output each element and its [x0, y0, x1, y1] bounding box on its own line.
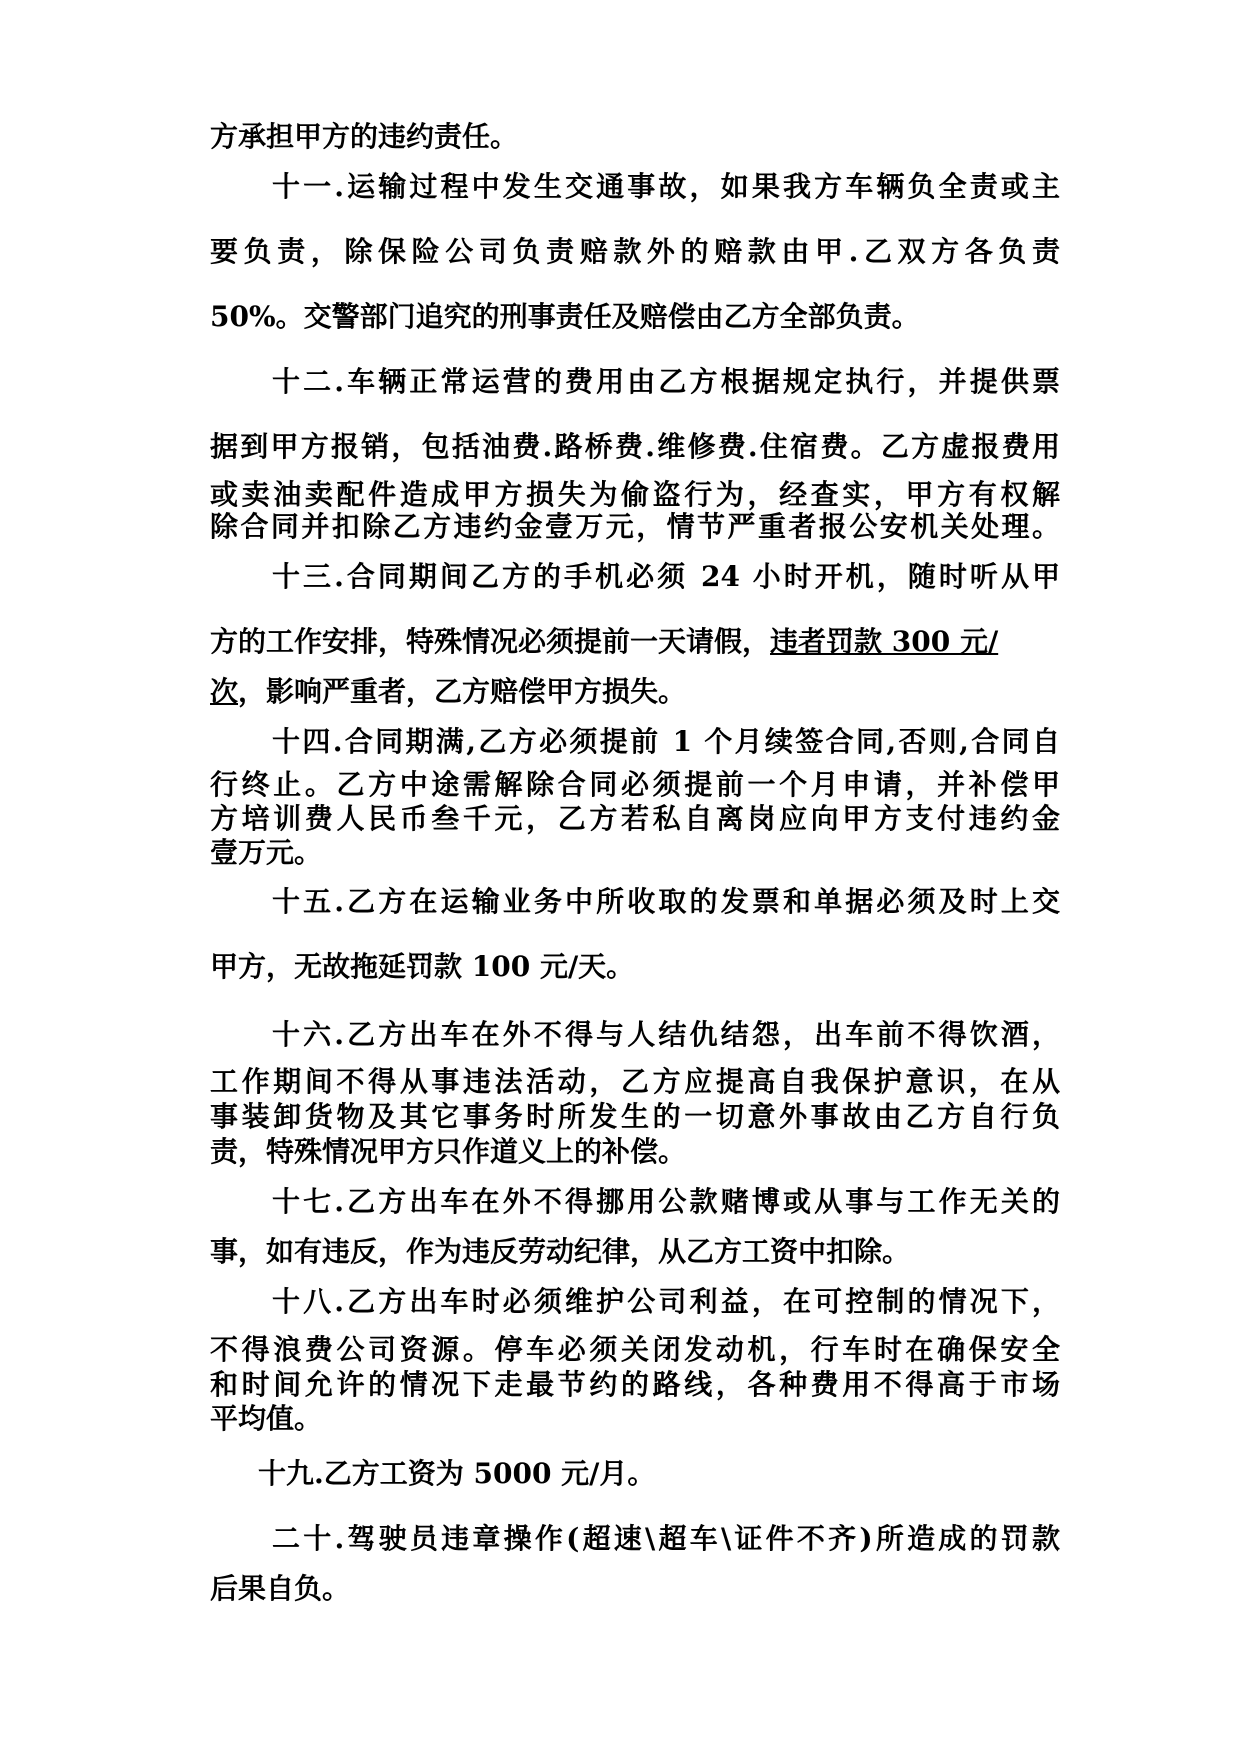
clause-13-tail: ，影响严重者，乙方赔偿甲方损失。	[238, 675, 687, 708]
clause-16-line-4: 责，特殊情况甲方只作道义上的补偿。	[210, 1135, 687, 1168]
clause-17-line-1: 十七.乙方出车在外不得挪用公款赌博或从事与工作无关的	[272, 1185, 1060, 1218]
clause-12-line-4: 除合同并扣除乙方违约金壹万元，情节严重者报公安机关处理。	[210, 510, 1060, 543]
clause-13-line-3	[210, 675, 1060, 709]
text-line: 方承担甲方的违约责任。	[210, 120, 519, 153]
clause-11-line-1: 十一.运输过程中发生交通事故，如果我方车辆负全责或主	[272, 170, 1060, 203]
clause-13-line-1: 十三.合同期间乙方的手机必须 24 小时开机，随时听从甲	[272, 560, 1060, 593]
clause-16-line-1: 十六.乙方出车在外不得与人结仇结怨，出车前不得饮酒，	[272, 1018, 1060, 1051]
clause-14-line-2: 行终止。乙方中途需解除合同必须提前一个月申请，并补偿甲	[210, 768, 1060, 801]
clause-18-line-4: 平均值。	[210, 1402, 323, 1435]
clause-14-line-4: 壹万元。	[210, 836, 323, 869]
clause-16-line-2: 工作期间不得从事违法活动，乙方应提高自我保护意识，在从	[210, 1065, 1060, 1098]
clause-15-line-1: 十五.乙方在运输业务中所收取的发票和单据必须及时上交	[272, 885, 1060, 918]
clause-20-line-2: 后果自负。	[210, 1572, 351, 1605]
clause-12-line-2: 据到甲方报销，包括油费.路桥费.维修费.住宿费。乙方虚报费用	[210, 430, 1060, 463]
clause-12-line-1: 十二.车辆正常运营的费用由乙方根据规定执行，并提供票	[272, 365, 1060, 398]
clause-16-line-3: 事装卸货物及其它事务时所发生的一切意外事故由乙方自行负	[210, 1100, 1060, 1133]
clause-14-line-1: 十四.合同期满,乙方必须提前 1 个月续签合同,否则,合同自	[272, 725, 1060, 758]
clause-18-line-3: 和时间允许的情况下走最节约的路线，各种费用不得高于市场	[210, 1368, 1060, 1401]
penalty-text: 违者罚款 300 元/	[770, 625, 999, 658]
clause-18-line-1: 十八.乙方出车时必须维护公司利益，在可控制的情况下，	[272, 1285, 1060, 1318]
clause-13-text: 方的工作安排，特殊情况必须提前一天请假，	[210, 625, 771, 658]
clause-11-line-3: 50%。交警部门追究的刑事责任及赔偿由乙方全部负责。	[210, 300, 920, 333]
clause-14-line-3: 方培训费人民币叁千元，乙方若私自离岗应向甲方支付违约金	[210, 802, 1060, 835]
clause-18-line-2: 不得浪费公司资源。停车必须关闭发动机，行车时在确保安全	[210, 1333, 1060, 1366]
clause-17-line-2: 事，如有违反，作为违反劳动纪律，从乙方工资中扣除。	[210, 1235, 911, 1268]
penalty-unit: 次	[210, 675, 239, 708]
clause-13-line-2	[210, 625, 1060, 659]
clause-15-line-2: 甲方，无故拖延罚款 100 元/天。	[210, 950, 635, 983]
clause-12-line-3: 或卖油卖配件造成甲方损失为偷盗行为，经查实，甲方有权解	[210, 478, 1060, 511]
clause-20-line-1: 二十.驾驶员违章操作(超速\超车\证件不齐)所造成的罚款	[272, 1522, 1060, 1555]
clause-19-line-1: 十九.乙方工资为 5000 元/月。	[258, 1457, 656, 1490]
clause-11-line-2: 要负责，除保险公司负责赔款外的赔款由甲.乙双方各负责	[210, 235, 1060, 268]
